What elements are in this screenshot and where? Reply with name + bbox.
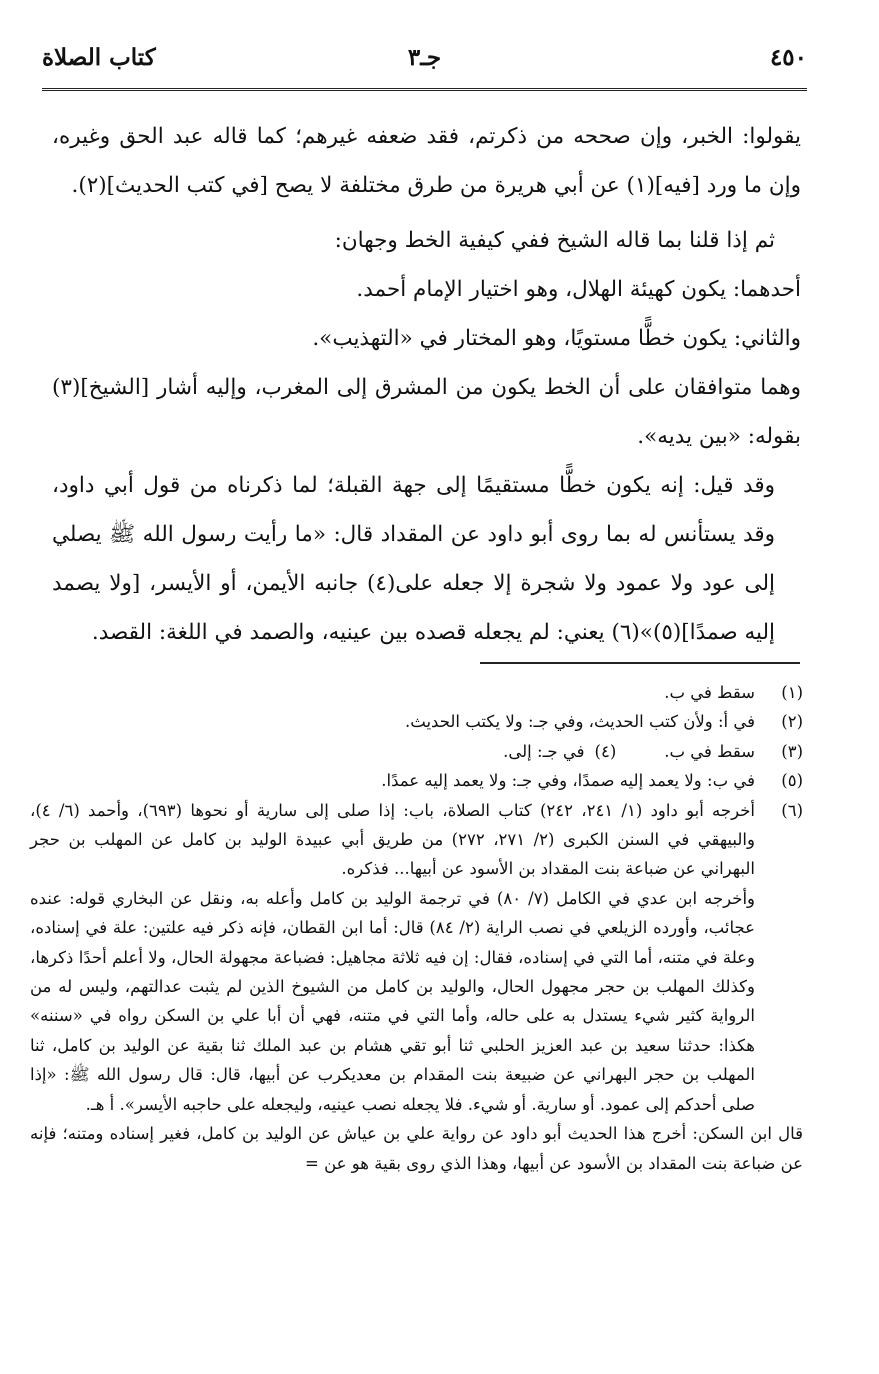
footnote-pair — [30, 737, 803, 766]
footnote-text: قال ابن السكن: أخرج هذا الحديث أبو داود عن رواية علي بن عياش عن الوليد بن كامل، فغير إسناده ومتنه؛ فإنه عن ضباعة بنت المقداد بن الأسود عن أبيها، وهذا الذي روى بقية هو عن — [30, 1124, 803, 1173]
footnote-divider — [480, 662, 800, 664]
header-divider — [42, 88, 807, 91]
main-text — [52, 112, 801, 657]
footnote-text: أخرجه أبو داود (١/ ٢٤١، ٢٤٢) كتاب الصلاة، باب: إذا صلى إلى سارية أو نحوها (٦٩٣)، وأحمد (٦/ ٤)، والبيهقي في السنن الكبرى (٢/ ٢٧١، ٢٧٢) من طريق أبي عبيدة الوليد بن كامل عن المهلب بن حجر البهراني عن ضباعة بنت المقداد بن الأسود عن أبيها... فذكره. — [30, 800, 755, 879]
paragraph: وهما متوافقان على أن الخط يكون من المشرق إلى المغرب، وإليه أشار [الشيخ](٣) بقوله: «بين يديه». — [52, 375, 801, 449]
paragraph: ثم إذا قلنا بما قاله الشيخ ففي كيفية الخط وجهان: — [334, 228, 775, 253]
page-number: ٤٥٠ — [769, 44, 807, 71]
footnote — [30, 766, 803, 795]
paragraph: أحدهما: يكون كهيئة الهلال، وهو اختيار الإمام أحمد. — [356, 277, 801, 302]
page-header — [42, 40, 807, 82]
footnote — [30, 707, 803, 736]
footnote-number: (٢) — [781, 712, 803, 732]
continuation-mark: = — [305, 1153, 319, 1173]
footnote-number: (٦) — [781, 800, 803, 820]
footnote-number: (٤) — [594, 741, 617, 761]
footnote — [30, 796, 803, 1119]
footnote — [30, 678, 803, 707]
footnote-number: (٣) — [781, 741, 803, 761]
footnote-quote — [30, 1119, 803, 1178]
book-title: كتاب الصلاة — [42, 44, 156, 71]
footnote-number: (٥) — [781, 771, 803, 791]
footnote-text: في أ: ولأن كتب الحديث، وفي جـ: ولا يكتب الحديث. — [405, 712, 755, 732]
paragraph: والثاني: يكون خطًّا مستويًا، وهو المختار في «التهذيب». — [312, 326, 801, 351]
footnotes — [30, 678, 803, 1178]
footnote-body — [30, 796, 755, 1119]
footnote-text: سقط في ب. — [664, 741, 755, 761]
footnote-text: في جـ: إلى. — [503, 741, 585, 761]
footnote-continuation: وأخرجه ابن عدي في الكامل (٧/ ٨٠) في ترجمة الوليد بن كامل وأعله به، ونقل عن البخاري قوله: عنده عجائب، وأورده الزيلعي في نصب الراية (٢/ ٨٤) قال: أما ابن القطان، فإنه ذكر فيه علتين: علة في إسناده، وعلة في متنه، أما التي في إسناده، فقال: إن فيه ثلاثة مجاهيل: فضباعة مجهولة الحال، ولا أعلم أحدًا ذكرها، وكذلك المهلب بن حجر مجهول الحال، والوليد بن كامل من الشيوخ الذين لم يثبت عدالتهم، وليس له من الرواية كثير شيء يستدل به على حاله، وأما التي في متنه، فهي أن أبا علي بن السكن رواه في «سننه» هكذا: حدثنا سعيد بن عبد العزيز الحلبي ثنا أبو تقي هشام بن عبد الملك ثنا بقية عن الوليد بن كامل، ثنا المهلب بن حجر البهراني عن ضبيعة بنت المقدام بن معديكرب عن أبيها، قال: قال رسول الله ﷺ: «إذا صلى أحدكم إلى عمود. أو سارية. أو شيء. فلا يجعله نصب عينيه، وليجعله على حاجبه الأيسر». أ هـ. — [30, 888, 756, 1114]
footnote-number: (١) — [781, 683, 803, 702]
volume-label: جـ٣ — [407, 44, 442, 71]
paragraph: يقولوا: الخبر، وإن صححه من ذكرتم، فقد ضعفه غيرهم؛ كما قاله عبد الحق وغيره، وإن ما ورد [فيه](١) عن أبي هريرة من طرق مختلفة لا يصح [في كتب الحديث](٢). — [52, 124, 801, 198]
footnote-text: سقط في ب. — [664, 683, 755, 702]
paragraph: وقد قيل: إنه يكون خطًّا مستقيمًا إلى جهة القبلة؛ لما ذكرناه من قول أبي داود، وقد يستأنس له بما روى أبو داود عن المقداد قال: «ما رأيت رسول الله ﷺ يصلي إلى عود ولا عمود ولا شجرة إلا جعله على(٤) جانبه الأيمن، أو الأيسر، [ولا يصمد إليه صمدًا](٥)»(٦) يعني: لم يجعله قصده بين عينيه، والصمد في اللغة: القصد. — [52, 473, 775, 645]
footnote-text: في ب: ولا يعمد إليه صمدًا، وفي جـ: ولا يعمد إليه عمدًا. — [381, 771, 755, 791]
